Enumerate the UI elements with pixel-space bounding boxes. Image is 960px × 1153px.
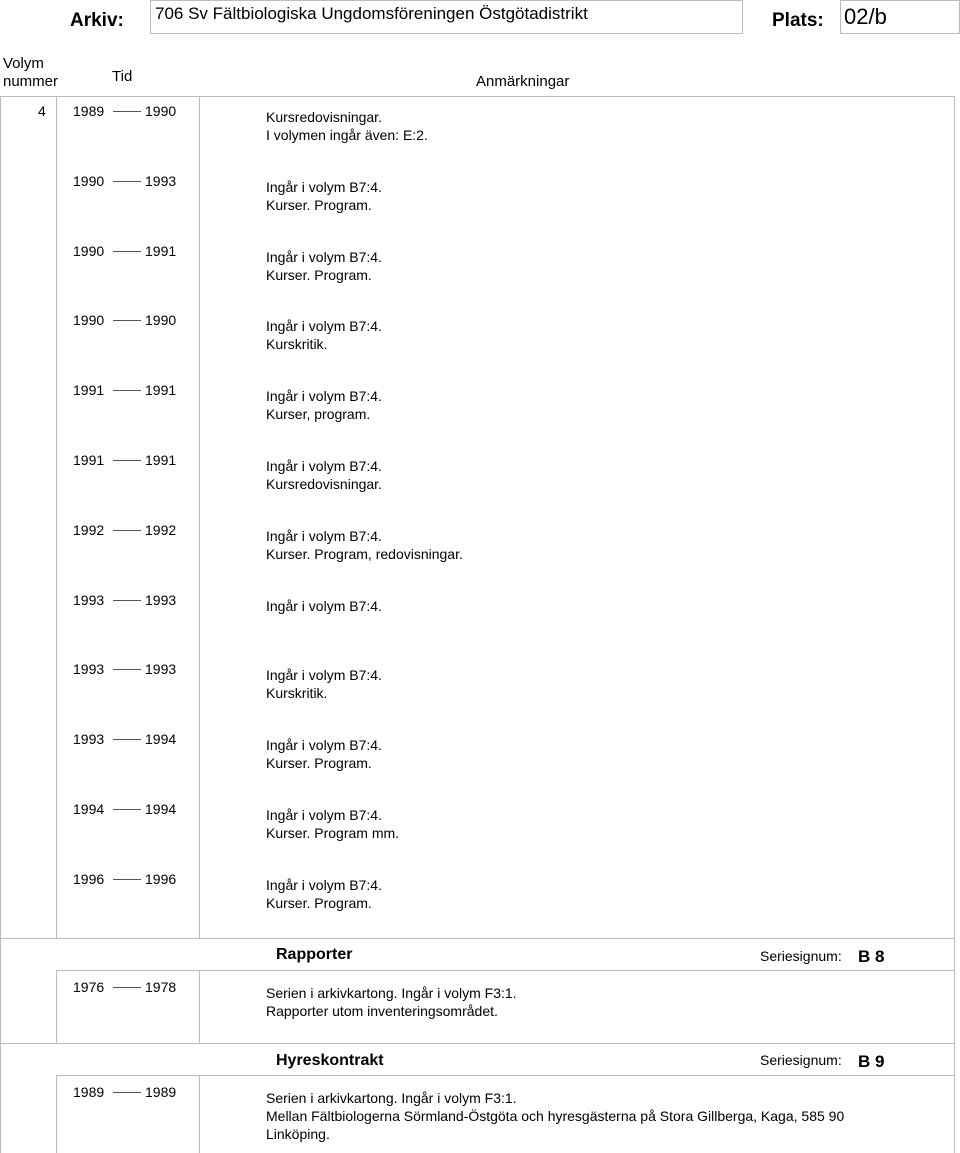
year-range-dash bbox=[113, 879, 141, 880]
year-to: 1978 bbox=[145, 979, 177, 995]
year-from: 1991 bbox=[73, 452, 105, 468]
year-from: 1989 bbox=[73, 103, 105, 119]
section-rapporter-top bbox=[0, 938, 955, 939]
section-rapporter-underline bbox=[56, 970, 955, 971]
remark-line: Kurskritik. bbox=[266, 685, 328, 702]
column-time: Tid bbox=[112, 68, 133, 85]
frame-left bbox=[0, 96, 1, 1153]
remark-line: Kurskritik. bbox=[266, 336, 328, 353]
year-from: 1990 bbox=[73, 312, 105, 329]
section-rapporter-mid bbox=[199, 970, 200, 1043]
frame-volume-divider bbox=[56, 96, 57, 938]
section-hyreskontrakt-left bbox=[56, 1075, 57, 1153]
year-range-dash bbox=[113, 739, 141, 740]
frame-time-divider bbox=[199, 96, 200, 938]
year-from: 1994 bbox=[73, 801, 105, 817]
remark-line: I volymen ingår även: E:2. bbox=[266, 127, 428, 143]
remark-line: Ingår i volym B7:4. bbox=[266, 178, 382, 195]
remark-line: Serien i arkivkartong. Ingår i volym F3:1. bbox=[266, 985, 517, 1001]
remark-line: Ingår i volym B7:4. bbox=[266, 876, 382, 893]
remark-line: Linköping. bbox=[266, 1126, 330, 1142]
year-from: 1993 bbox=[73, 591, 105, 608]
year-range-dash bbox=[113, 111, 141, 112]
column-volume-line1: Volym bbox=[3, 55, 44, 72]
remark-line: Ingår i volym B7:4. bbox=[266, 527, 382, 544]
archive-name: 706 Sv Fältbiologiska Ungdomsföreningen Östgötadistrikt bbox=[155, 4, 588, 23]
year-range-dash bbox=[113, 987, 141, 988]
remark-line: Ingår i volym B7:4. bbox=[266, 248, 382, 265]
year-to: 1991 bbox=[145, 382, 177, 399]
remark-line: Kurser. Program. bbox=[266, 755, 372, 772]
remark-line: Kurser. Program. bbox=[266, 196, 372, 213]
year-from: 1993 bbox=[73, 731, 105, 748]
year-from: 1996 bbox=[73, 870, 105, 887]
year-range-dash bbox=[113, 1092, 141, 1093]
volume-number: 4 bbox=[38, 103, 46, 119]
year-from: 1989 bbox=[73, 1084, 105, 1100]
remark-line: Ingår i volym B7:4. bbox=[266, 458, 382, 474]
section-title-hyreskontrakt: Hyreskontrakt bbox=[276, 1052, 384, 1069]
year-from: 1991 bbox=[73, 382, 105, 399]
year-range-dash bbox=[113, 320, 141, 321]
remark-line: Kurser. Program. bbox=[266, 894, 372, 911]
year-from: 1990 bbox=[73, 172, 105, 189]
remark-line: Ingår i volym B7:4. bbox=[266, 737, 382, 754]
remark-line: Ingår i volym B7:4. bbox=[266, 667, 382, 684]
year-from: 1976 bbox=[73, 979, 105, 995]
year-to: 1993 bbox=[145, 591, 177, 608]
year-range-dash bbox=[113, 669, 141, 670]
remark-line: Mellan Fältbiologerna Sörmland-Östgöta och hyresgästerna på Stora Gillberga, Kaga, 585 90 bbox=[266, 1108, 845, 1124]
year-from: 1992 bbox=[73, 521, 105, 538]
remark-line: Kurser, program. bbox=[266, 406, 371, 423]
remark-line: Serien i arkivkartong. Ingår i volym F3:1. bbox=[266, 1090, 517, 1106]
archive-name-box bbox=[150, 0, 743, 34]
header-divider bbox=[0, 96, 955, 97]
year-to: 1994 bbox=[145, 801, 177, 817]
year-to: 1990 bbox=[145, 312, 177, 329]
series-signum-label: Seriesignum: bbox=[760, 948, 842, 964]
remark-line: Ingår i volym B7:4. bbox=[266, 318, 382, 335]
year-to: 1992 bbox=[145, 521, 177, 538]
year-to: 1993 bbox=[145, 661, 177, 678]
series-signum-value: B 9 bbox=[858, 1052, 885, 1071]
remark-line: Kursredovisningar. bbox=[266, 476, 382, 492]
plats-value: 02/b bbox=[844, 4, 887, 29]
plats-label: Plats: bbox=[772, 10, 824, 31]
remark-line: Kurser. Program, redovisningar. bbox=[266, 545, 463, 562]
section-rapporter-left bbox=[56, 970, 57, 1043]
remark-line: Kurser. Program mm. bbox=[266, 825, 400, 841]
section-title-rapporter: Rapporter bbox=[276, 946, 353, 963]
series-signum-label: Seriesignum: bbox=[760, 1052, 842, 1068]
column-volume-line2: nummer bbox=[3, 73, 59, 90]
year-from: 1993 bbox=[73, 661, 105, 678]
year-range-dash bbox=[113, 600, 141, 601]
year-to: 1993 bbox=[145, 172, 177, 189]
section-hyreskontrakt-top bbox=[0, 1043, 955, 1044]
column-remarks: Anmärkningar bbox=[476, 73, 570, 90]
year-to: 1991 bbox=[145, 452, 177, 468]
year-range-dash bbox=[113, 460, 141, 461]
remark-line: Kurser. Program. bbox=[266, 266, 372, 283]
remark-line: Ingår i volym B7:4. bbox=[266, 807, 382, 823]
frame-right bbox=[954, 96, 955, 1153]
remark-line: Ingår i volym B7:4. bbox=[266, 597, 382, 614]
year-range-dash bbox=[113, 809, 141, 810]
year-range-dash bbox=[113, 181, 141, 182]
section-hyreskontrakt-mid bbox=[199, 1075, 200, 1153]
year-to: 1996 bbox=[145, 870, 177, 887]
year-range-dash bbox=[113, 530, 141, 531]
year-to: 1991 bbox=[145, 242, 177, 259]
series-signum-value: B 8 bbox=[858, 947, 885, 966]
year-range-dash bbox=[113, 390, 141, 391]
remark-line: Ingår i volym B7:4. bbox=[266, 388, 382, 405]
remark-line: Kursredovisningar. bbox=[266, 109, 382, 125]
remark-line: Rapporter utom inventeringsområdet. bbox=[266, 1003, 498, 1019]
plats-value-box bbox=[840, 0, 960, 34]
year-range-dash bbox=[113, 251, 141, 252]
year-to: 1989 bbox=[145, 1084, 177, 1100]
section-hyreskontrakt-underline bbox=[56, 1075, 955, 1076]
column-volume-number bbox=[3, 55, 58, 91]
year-from: 1990 bbox=[73, 242, 105, 259]
archive-label: Arkiv: bbox=[70, 10, 124, 31]
year-to: 1990 bbox=[145, 103, 177, 119]
year-to: 1994 bbox=[145, 731, 177, 748]
